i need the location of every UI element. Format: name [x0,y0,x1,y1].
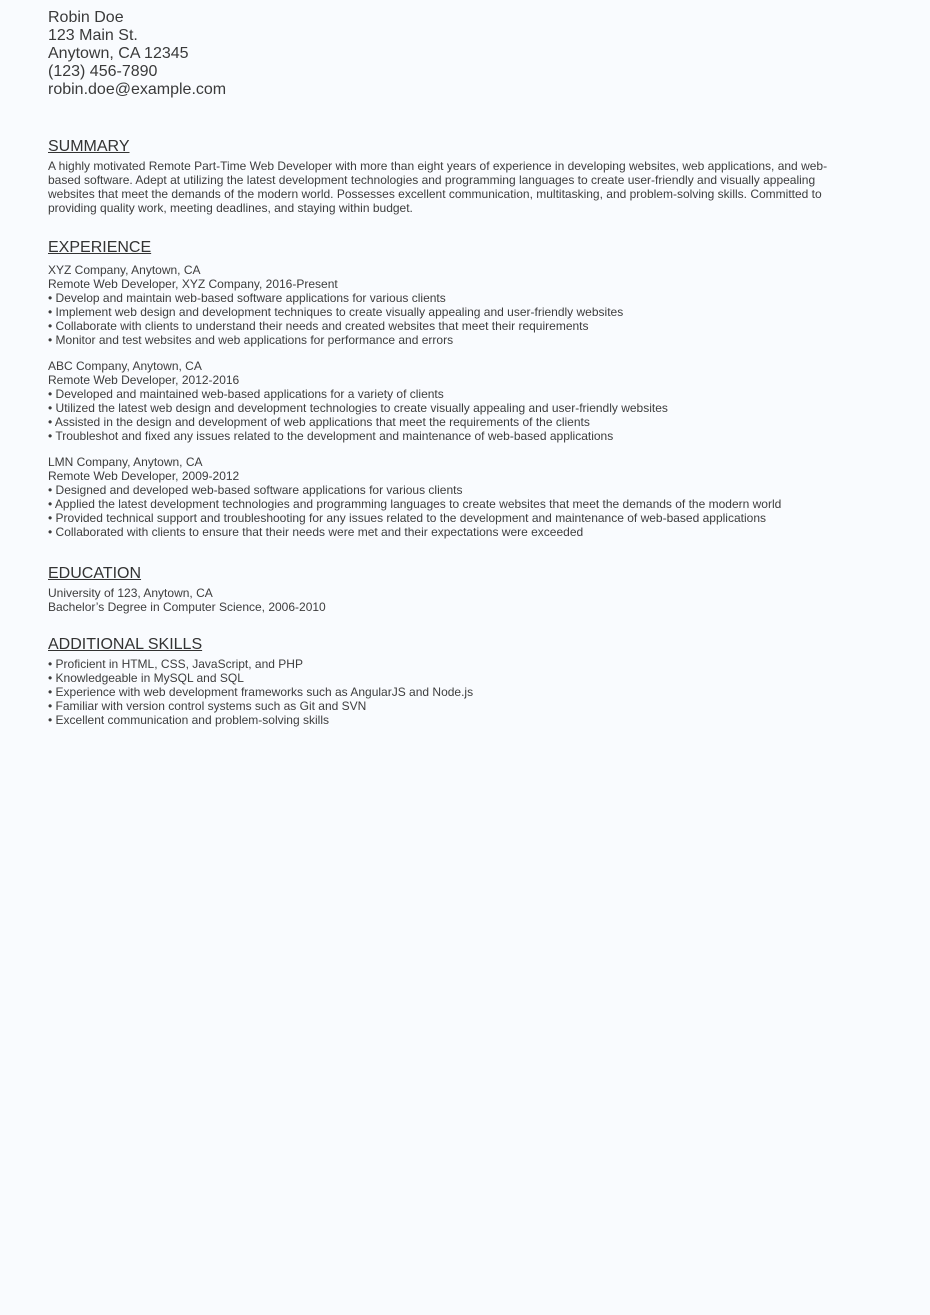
job-bullet: • Collaborated with clients to ensure that their needs were met and their expectations were exceeded [48,525,584,539]
job-company: LMN Company, Anytown, CA [48,455,203,469]
education-degree: Bachelor’s Degree in Computer Science, 2006-2010 [48,600,326,614]
job-role: Remote Web Developer, 2009-2012 [48,469,240,483]
contact-email: robin.doe@example.com [48,81,227,98]
job-company: XYZ Company, Anytown, CA [48,263,201,277]
job-bullets [48,483,848,539]
job-bullet: • Applied the latest development technologies and programming languages to create websites that meet the demands of the modern world [48,497,782,511]
education-school: University of 123, Anytown, CA [48,586,213,600]
job-bullet: • Implement web design and development techniques to create visually appealing and user-friendly websites [48,305,624,319]
job-role: Remote Web Developer, XYZ Company, 2016-Present [48,277,338,291]
contact-phone: (123) 456-7890 [48,63,158,80]
job-bullet: • Monitor and test websites and web applications for performance and errors [48,333,454,347]
job-bullet: • Troubleshot and fixed any issues related to the development and maintenance of web-based applications [48,429,614,443]
job-bullets [48,291,848,347]
experience-heading: EXPERIENCE [48,239,152,256]
skill-item: • Experience with web development frameworks such as AngularJS and Node.js [48,685,474,699]
skills-heading: ADDITIONAL SKILLS [48,636,203,653]
job-bullet: • Provided technical support and troubleshooting for any issues related to the development and maintenance of web-based applications [48,511,766,525]
job-company: ABC Company, Anytown, CA [48,359,202,373]
job-entry [48,455,848,539]
skill-item: • Familiar with version control systems such as Git and SVN [48,699,367,713]
job-role: Remote Web Developer, 2012-2016 [48,373,240,387]
job-bullet: • Designed and developed web-based software applications for various clients [48,483,463,497]
job-bullet: • Collaborate with clients to understand their needs and created websites that meet their requirements [48,319,589,333]
skills-list [48,657,848,727]
contact-name: Robin Doe [48,9,124,26]
education-heading: EDUCATION [48,565,142,582]
skill-item: • Proficient in HTML, CSS, JavaScript, and PHP [48,657,303,671]
job-entry [48,359,848,443]
skill-item: • Excellent communication and problem-solving skills [48,713,329,727]
job-bullets [48,387,848,443]
resume-page [48,9,848,727]
job-bullet: • Develop and maintain web-based software applications for various clients [48,291,446,305]
job-bullet: • Utilized the latest web design and development technologies to create visually appealing and user-friendly websites [48,401,668,415]
contact-street: 123 Main St. [48,27,138,44]
skill-item: • Knowledgeable in MySQL and SQL [48,671,244,685]
contact-block [48,9,848,99]
summary-heading: SUMMARY [48,138,130,155]
job-bullet: • Developed and maintained web-based applications for a variety of clients [48,387,444,401]
summary-text: A highly motivated Remote Part-Time Web Developer with more than eight years of experience in developing websites, web applications, and web-based software. Adept at utilizing the latest development technologies and programming languages to create user-friendly and visually appealing websites that meet the demands of the modern world. Possesses excellent communication, multitasking, and problem-solving skills. Committed to providing quality work, meeting deadlines, and staying within budget. [48,159,828,215]
contact-city: Anytown, CA 12345 [48,45,189,62]
job-entry [48,263,848,347]
job-bullet: • Assisted in the design and development of web applications that meet the requirements of the clients [48,415,590,429]
education-body [48,586,848,614]
